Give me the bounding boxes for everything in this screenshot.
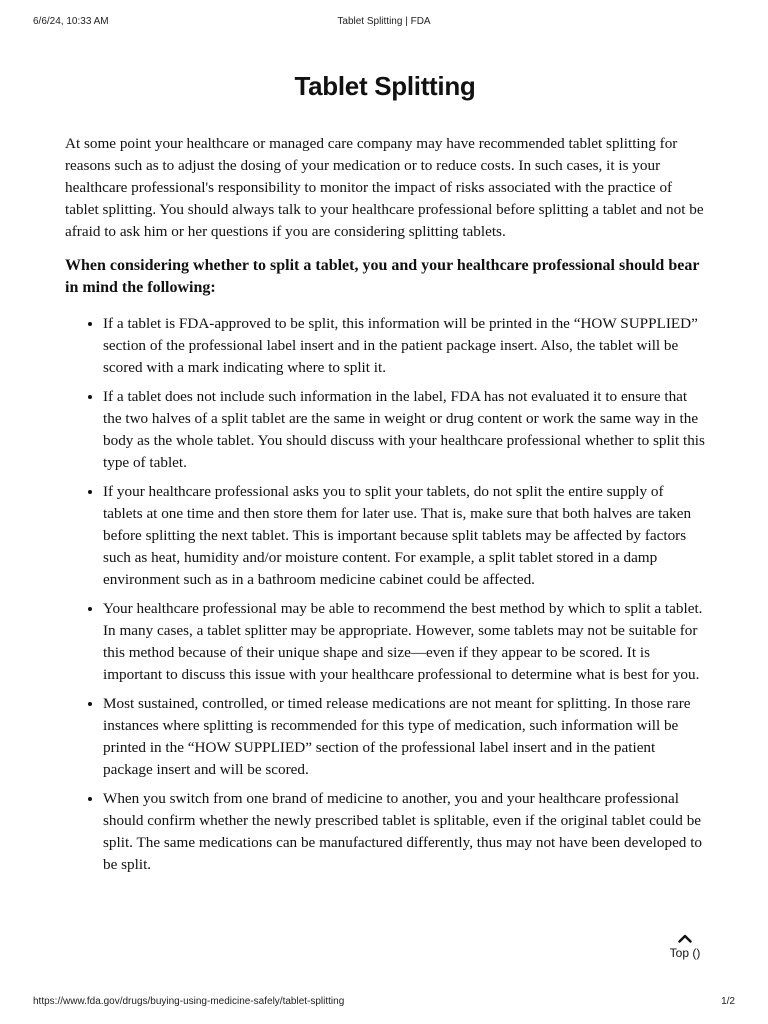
chevron-up-icon — [678, 934, 692, 943]
page-number: 1/2 — [721, 996, 735, 1007]
back-to-top-label: Top () — [669, 946, 701, 960]
print-datetime: 6/6/24, 10:33 AM — [33, 16, 109, 27]
print-page-title: Tablet Splitting | FDA — [337, 16, 431, 27]
back-to-top-link[interactable] — [662, 934, 708, 960]
print-footer — [33, 996, 735, 1010]
print-url: https://www.fda.gov/drugs/buying-using-medicine-safely/tablet-splitting — [33, 996, 345, 1007]
intro-paragraph: At some point your healthcare or managed care company may have recommended tablet splitting for reasons such as to adjust the dosing of your medication or to reduce costs. In such cases, it is your healthcare professional's responsibility to monitor the impact of risks associated with the practice of tablet splitting. You should always talk to your healthcare professional before splitting a tablet and not be afraid to ask him or her questions if you are considering splitting tablets. — [65, 135, 704, 240]
list-item: • Most sustained, controlled, or timed release medications are not meant for splitting. In those rare instances where splitting is recommended for this type of medication, such information will be printed in the “HOW SUPPLIED” section of the professional label insert and in the patient package insert and will be scored. — [103, 693, 705, 781]
list-item: • If a tablet is FDA-approved to be split, this information will be printed in the “HOW SUPPLIED” section of the professional label insert and in the patient package insert. Also, the tablet will be scored with a mark indicating where to split it. — [103, 313, 705, 379]
list-item: • If a tablet does not include such information in the label, FDA has not evaluated it to ensure that the two halves of a split tablet are the same in weight or drug content or work the same way in the body as the whole tablet. You should discuss with your healthcare professional whether to split this type of tablet. — [103, 386, 705, 474]
list-item: • If your healthcare professional asks you to split your tablets, do not split the entire supply of tablets at one time and then store them for later use. That is, make sure that both halves are taken before splitting the next tablet. This is important because split tablets may be affected by factors such as heat, humidity and/or moisture content. For example, a split tablet stored in a damp environment such as in a bathroom medicine cabinet could be affected. — [103, 481, 705, 591]
print-header — [33, 16, 735, 30]
page-title: Tablet Splitting — [294, 71, 476, 101]
considerations-list — [65, 313, 705, 876]
list-item: • Your healthcare professional may be able to recommend the best method by which to split a tablet. In many cases, a tablet splitter may be appropriate. However, some tablets may not be suitable for this method because of their unique shape and size—even if they appear to be scored. It is important to discuss this issue with your healthcare professional to determine what is best for you. — [103, 598, 705, 686]
article — [65, 64, 705, 883]
section-subheading: When considering whether to split a tablet, you and your healthcare professional should bear in mind the following: — [65, 257, 700, 296]
list-item: • When you switch from one brand of medicine to another, you and your healthcare professional should confirm whether the newly prescribed tablet is splitable, even if the original tablet could be split. The same medications can be manufactured differently, thus may not have been developed to be split. — [103, 788, 705, 876]
